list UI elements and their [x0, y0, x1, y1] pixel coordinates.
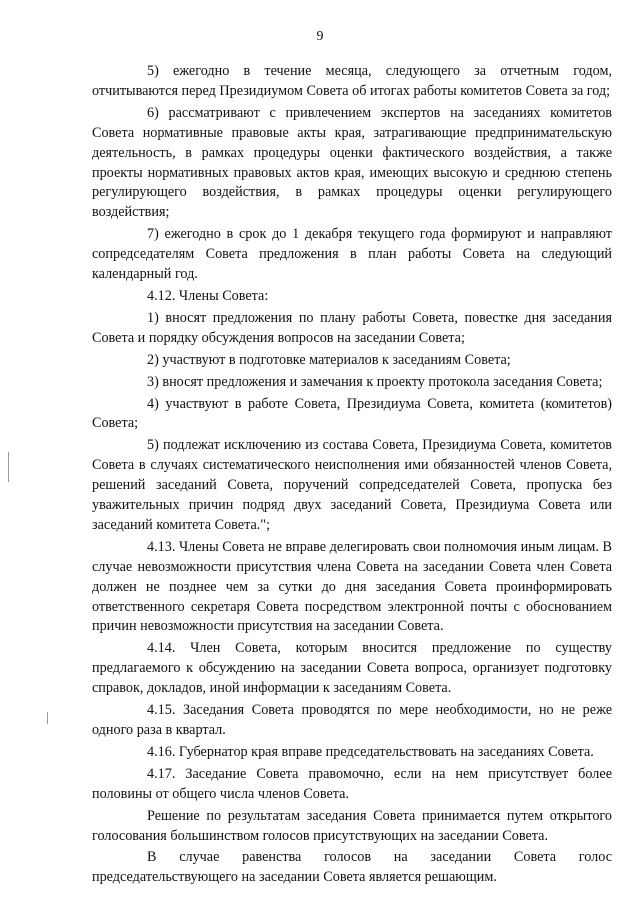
- paragraph: 5) подлежат исключению из состава Совета, Президиума Совета, комитетов Совета в случаях систематического неисполнения ими обязанностей членов Совета, решений заседаний Совета, поручений сопредседателей Совета, пропуска без уважительных причин подряд двух заседаний Совета, Президиума Совета или заседаний комитета Совета.";: [92, 437, 612, 533]
- paragraph: 3) вносят предложения и замечания к проекту протокола заседания Совета;: [147, 373, 603, 390]
- paragraph: 4) участвуют в работе Совета, Президиума Совета, комитета (комитетов) Совета;: [92, 395, 612, 432]
- paragraph: Решение по результатам заседания Совета принимается путем открытого голосования большинством голосов присутствующих на заседании Совета.: [92, 807, 612, 844]
- paragraph: 4.13. Члены Совета не вправе делегировать свои полномочия иным лицам. В случае невозможности присутствия члена Совета на заседании Совета член Совета должен не позднее чем за сутки до дня заседания Совета проинформировать ответственного секретаря Совета посредством электронной почты с обоснованием причин невозможности присутствия на заседании Совета.: [92, 538, 612, 635]
- paragraph: В случае равенства голосов на заседании Совета голос председательствующего на заседании Совета является решающим.: [92, 849, 612, 886]
- paragraph: 4.17. Заседание Совета правомочно, если на нем присутствует более половины от общего числа членов Совета.: [92, 765, 612, 802]
- document-body: [92, 62, 612, 888]
- paragraph: 1) вносят предложения по плану работы Совета, повестке дня заседания Совета и порядку обсуждения вопросов на заседании Совета;: [92, 309, 612, 346]
- paragraph: 4.14. Член Совета, которым вносится предложение по существу предлагаемого к обсуждению на заседании Совета вопроса, организует подготовку справок, докладов, иной информации к заседаниям Совета.: [92, 640, 612, 697]
- scan-margin-mark: [8, 452, 9, 482]
- paragraph: 4.16. Губернатор края вправе председательствовать на заседаниях Совета.: [147, 743, 594, 760]
- paragraph: 4.15. Заседания Совета проводятся по мере необходимости, но не реже одного раза в квартал.: [92, 702, 612, 738]
- paragraph: 5) ежегодно в течение месяца, следующего за отчетным годом, отчитываются перед Президиумом Совета об итогах работы комитетов Совета за год;: [92, 63, 612, 99]
- section-heading: 4.12. Члены Совета:: [147, 287, 269, 304]
- paragraph: 6) рассматривают с привлечением экспертов на заседаниях комитетов Совета нормативные правовые акты края, затрагивающие предпринимательскую деятельность, в рамках процедуры оценки фактического воздействия, а также проекты нормативных правовых актов края, имеющих высокую и среднюю степень регулирующего воздействия, в рамках процедуры оценки регулирующего воздействия;: [92, 104, 612, 221]
- paragraph: 7) ежегодно в срок до 1 декабря текущего года формируют и направляют сопредседателям Совета предложения в план работы Совета на следующий календарный год.: [92, 226, 612, 283]
- page-number: 9: [316, 29, 324, 44]
- paragraph: 2) участвуют в подготовке материалов к заседаниям Совета;: [147, 351, 511, 368]
- scan-margin-mark: [47, 712, 48, 724]
